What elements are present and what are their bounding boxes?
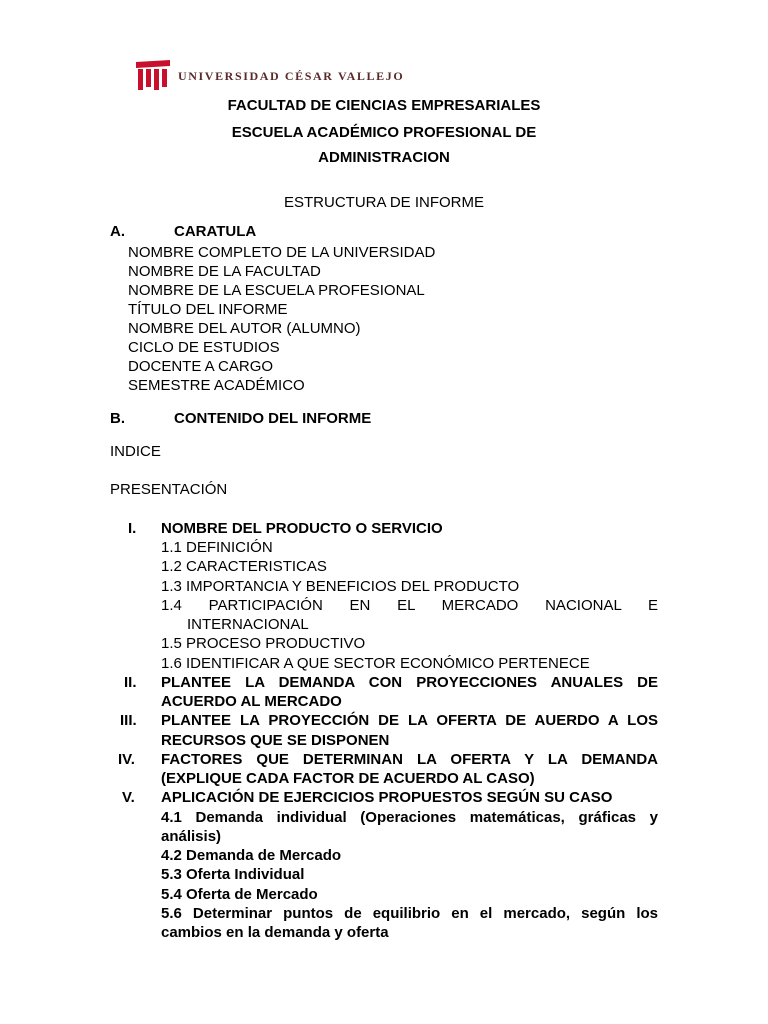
outline-title-i: NOMBRE DEL PRODUCTO O SERVICIO	[161, 520, 443, 537]
section-a-letter: A.	[110, 223, 125, 240]
list-item: NOMBRE DEL AUTOR (ALUMNO)	[128, 320, 361, 337]
outline-number-iii: III.	[120, 712, 137, 729]
subitem: 5.4 Oferta de Mercado	[161, 886, 318, 903]
outline-title-iv: FACTORES QUE DETERMINAN LA OFERTA Y LA DEMANDA	[161, 751, 658, 768]
university-emblem-icon	[134, 58, 172, 92]
section-b-letter: B.	[110, 410, 125, 427]
subitem: 4.2 Demanda de Mercado	[161, 847, 342, 864]
outline-title-iv-cont: (EXPLIQUE CADA FACTOR DE ACUERDO AL CASO)	[161, 770, 535, 787]
outline-title-iii: PLANTEE LA PROYECCIÓN DE LA OFERTA DE AUERDO A LOS	[161, 712, 658, 729]
document-title: ESTRUCTURA DE INFORME	[283, 194, 484, 211]
list-item: NOMBRE COMPLETO DE LA UNIVERSIDAD	[128, 244, 436, 261]
outline-title-v: APLICACIÓN DE EJERCICIOS PROPUESTOS SEGÚN SU CASO	[161, 789, 613, 806]
outline-title-ii: PLANTEE LA DEMANDA CON PROYECCIONES ANUALES DE	[161, 674, 658, 691]
subitem: 5.3 Oferta Individual	[161, 866, 305, 883]
list-item: SEMESTRE ACADÉMICO	[128, 377, 305, 394]
subitem: 4.1 Demanda individual (Operaciones matemáticas, gráficas y	[161, 809, 658, 826]
presentacion-label: PRESENTACIÓN	[110, 481, 228, 498]
subitem-continuation: análisis)	[161, 828, 222, 845]
subitem: 1.1 DEFINICIÓN	[161, 539, 273, 556]
university-logo	[134, 58, 404, 92]
subitem-continuation: cambios en la demanda y oferta	[161, 924, 389, 941]
school-title-line2: ADMINISTRACION	[318, 149, 450, 166]
subitem: 1.4 PARTICIPACIÓN EN EL MERCADO NACIONAL E	[161, 597, 658, 614]
outline-title-ii-cont: ACUERDO AL MERCADO	[161, 693, 342, 710]
faculty-title: FACULTAD DE CIENCIAS EMPRESARIALES	[227, 97, 541, 114]
subitem: 1.6 IDENTIFICAR A QUE SECTOR ECONÓMICO PERTENECE	[161, 655, 590, 672]
outline-number-iv: IV.	[118, 751, 135, 768]
indice-label: INDICE	[110, 443, 161, 460]
subitem: 5.6 Determinar puntos de equilibrio en el mercado, según los	[161, 905, 658, 922]
list-item: NOMBRE DE LA ESCUELA PROFESIONAL	[128, 282, 425, 299]
outline-title-iii-cont: RECURSOS QUE SE DISPONEN	[161, 732, 390, 749]
university-name: UNIVERSIDAD CÉSAR VALLEJO	[178, 68, 405, 83]
list-item: CICLO DE ESTUDIOS	[128, 339, 280, 356]
list-item: NOMBRE DE LA FACULTAD	[128, 263, 321, 280]
subitem: 1.5 PROCESO PRODUCTIVO	[161, 635, 366, 652]
section-b-title: CONTENIDO DEL INFORME	[174, 410, 372, 427]
list-item: DOCENTE A CARGO	[128, 358, 274, 375]
school-title-line1: ESCUELA ACADÉMICO PROFESIONAL DE	[231, 124, 537, 141]
subitem: 1.2 CARACTERISTICAS	[161, 558, 327, 575]
section-a-title: CARATULA	[174, 223, 257, 240]
list-item: TÍTULO DEL INFORME	[128, 301, 288, 318]
subitem-continuation: INTERNACIONAL	[187, 616, 309, 633]
subitem: 1.3 IMPORTANCIA Y BENEFICIOS DEL PRODUCTO	[161, 578, 520, 595]
outline-number-ii: II.	[124, 674, 137, 691]
outline-number-i: I.	[128, 520, 137, 537]
outline-number-v: V.	[122, 789, 135, 806]
